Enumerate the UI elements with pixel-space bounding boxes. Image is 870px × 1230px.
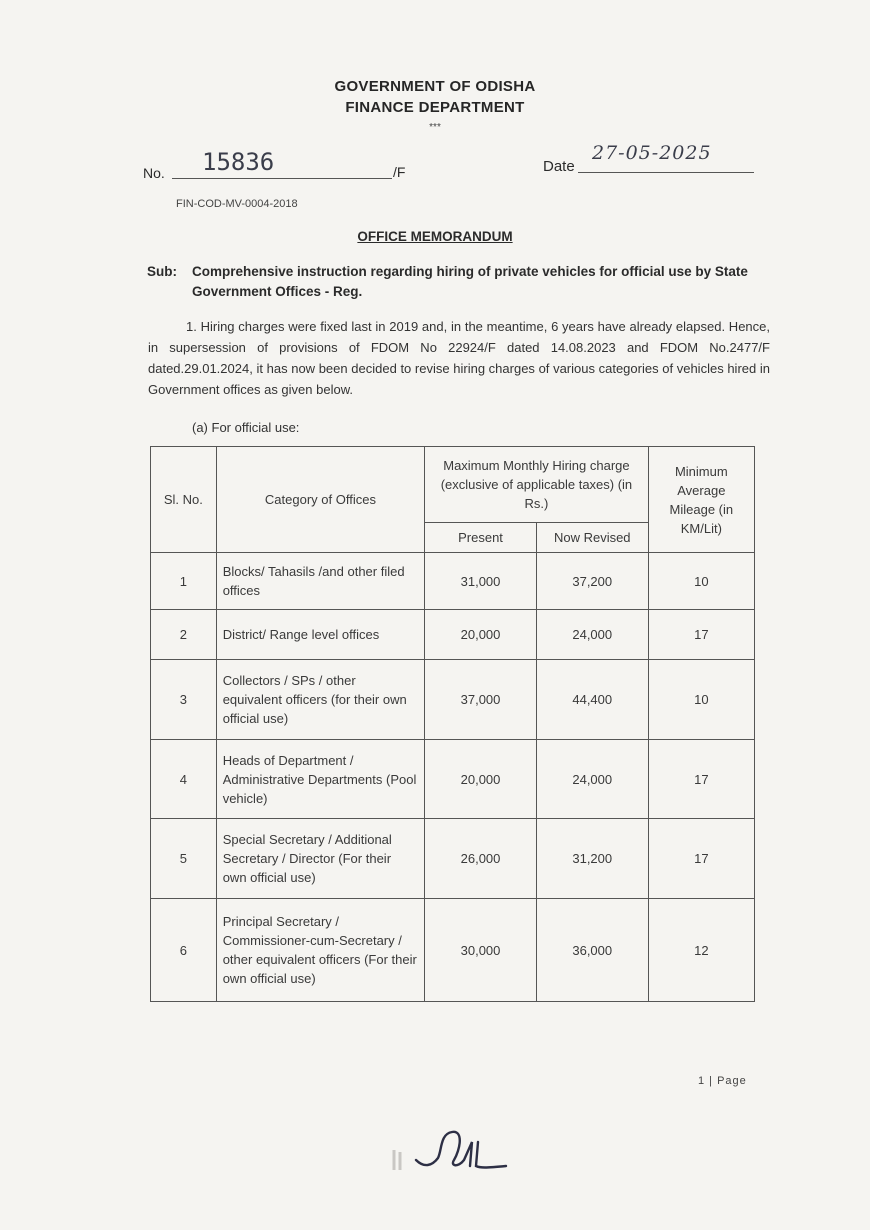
row-mileage: 17 xyxy=(648,740,754,819)
row-revised: 36,000 xyxy=(536,899,648,1002)
memo-no-rule xyxy=(172,178,392,179)
hiring-charges-table xyxy=(150,446,755,1002)
col-category-header: Category of Offices xyxy=(216,447,425,553)
row-present: 31,000 xyxy=(425,553,537,610)
row-revised: 24,000 xyxy=(536,610,648,660)
row-category: Blocks/ Tahasils /and other filed offices xyxy=(216,553,425,610)
row-present: 26,000 xyxy=(425,819,537,899)
memo-no-suffix: /F xyxy=(393,164,406,180)
memo-no-label: No. xyxy=(143,165,165,181)
row-category: District/ Range level offices xyxy=(216,610,425,660)
row-category: Special Secretary / Additional Secretary / Director (For their own official use) xyxy=(216,819,425,899)
row-category: Collectors / SPs / other equivalent officers (for their own official use) xyxy=(216,660,425,740)
row-sl: 4 xyxy=(151,740,217,819)
subject-text: Comprehensive instruction regarding hiring of private vehicles for official use by State Government Offices - Reg. xyxy=(192,264,748,299)
row-mileage: 10 xyxy=(648,660,754,740)
table-row xyxy=(151,819,755,899)
paragraph-1-text: 1. Hiring charges were fixed last in 2019 and, in the meantime, 6 years have already elapsed. Hence, in supersession of provisions of FDOM No 22924/F dated 14.08.2023 and FDOM No.2477/F dated.29.01.2024, it has now been decided to revise hiring charges of various categories of vehicles hired in Government offices as given below. xyxy=(148,319,770,397)
paragraph-1 xyxy=(148,316,770,400)
table-row xyxy=(151,740,755,819)
for-official-use-label: (a) For official use: xyxy=(192,420,300,435)
row-category: Principal Secretary / Commissioner-cum-Secretary / other equivalent officers (For their own official use) xyxy=(216,899,425,1002)
row-sl: 2 xyxy=(151,610,217,660)
row-sl: 1 xyxy=(151,553,217,610)
row-present: 20,000 xyxy=(425,610,537,660)
page-number: 1 | Page xyxy=(698,1075,747,1087)
row-sl: 5 xyxy=(151,819,217,899)
row-category: Heads of Department / Administrative Departments (Pool vehicle) xyxy=(216,740,425,819)
table-row xyxy=(151,610,755,660)
department-heading: FINANCE DEPARTMENT xyxy=(345,99,525,116)
table-row xyxy=(151,899,755,1002)
row-revised: 31,200 xyxy=(536,819,648,899)
date-value: 27-05-2025 xyxy=(592,142,712,164)
row-mileage: 17 xyxy=(648,819,754,899)
col-charge-header: Maximum Monthly Hiring charge (exclusive of applicable taxes) (in Rs.) xyxy=(425,447,648,523)
row-revised: 37,200 xyxy=(536,553,648,610)
memo-no-value: 15836 xyxy=(202,148,275,176)
col-revised-header: Now Revised xyxy=(536,523,648,553)
subject-label: Sub: xyxy=(147,264,177,279)
row-sl: 6 xyxy=(151,899,217,1002)
col-sl-header: Sl. No. xyxy=(151,447,217,553)
memo-title: OFFICE MEMORANDUM xyxy=(357,229,513,244)
table-row xyxy=(151,553,755,610)
row-mileage: 10 xyxy=(648,553,754,610)
row-present: 20,000 xyxy=(425,740,537,819)
row-revised: 44,400 xyxy=(536,660,648,740)
row-present: 30,000 xyxy=(425,899,537,1002)
row-mileage: 17 xyxy=(648,610,754,660)
row-present: 37,000 xyxy=(425,660,537,740)
row-revised: 24,000 xyxy=(536,740,648,819)
col-mileage-header: Minimum Average Mileage (in KM/Lit) xyxy=(648,447,754,553)
row-sl: 3 xyxy=(151,660,217,740)
file-number: FIN-COD-MV-0004-2018 xyxy=(176,198,298,210)
row-mileage: 12 xyxy=(648,899,754,1002)
date-rule xyxy=(578,172,754,173)
date-label: Date xyxy=(543,158,575,175)
signature-initials xyxy=(380,1120,520,1180)
govt-heading: GOVERNMENT OF ODISHA xyxy=(334,78,536,95)
table-row xyxy=(151,660,755,740)
col-present-header: Present xyxy=(425,523,537,553)
header-stars: *** xyxy=(429,122,441,133)
